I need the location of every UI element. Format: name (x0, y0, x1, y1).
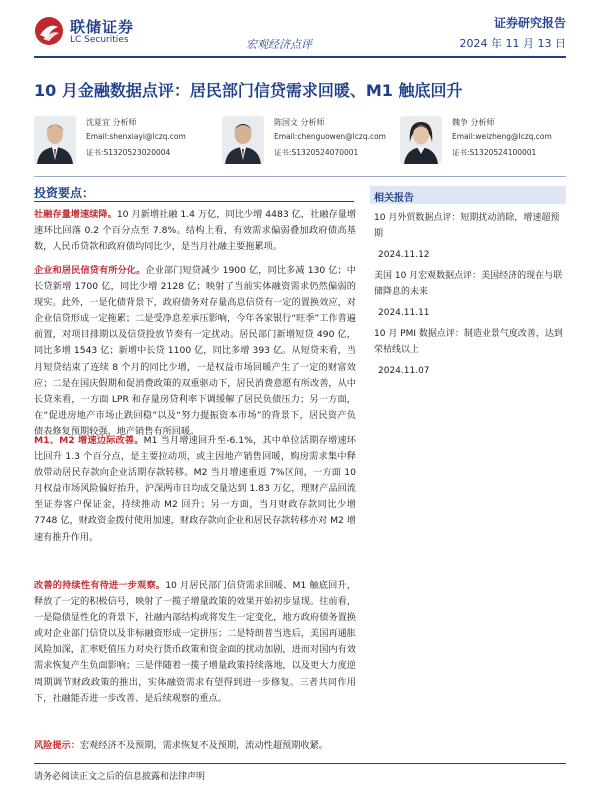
analyst-email: Email:shenxiayi@lczq.com (86, 132, 186, 141)
analyst-email: Email:chenguowen@lczq.com (274, 132, 386, 141)
footer-divider (34, 763, 566, 764)
paragraph-lead: 改善的持续性有待进一步观察。 (34, 580, 166, 591)
report-header (0, 0, 600, 62)
logo-cn-text: 联储证券 (70, 18, 135, 36)
analyst-cert: 证书:S1320524100001 (452, 148, 537, 157)
paragraph-2 (34, 263, 356, 440)
section-title: 投资要点： (34, 186, 95, 200)
risk-note (34, 738, 356, 754)
paragraph-text: 10 月居民部门信贷需求回暖、M1 触底回升，释放了一定的积极信号，映射了一揽子增量政策的效果开始初步显现。往前看，一是隐债显性化的背景下，社融内部结构或将发生一定变化，地方政府债务置换或对企业部门信贷以及非标融资形成一定拼压；二是特朗普当选后，美国再通胀风险加深，汇率贬值压力对央行货币政策和资金面的扰动加剧，进而对国内有效需求恢复产生负面影响；三是伴随着一揽子增量政策持续落地，以及更大力度逆周期调节财政政策的推出，实体融资需求有望得到进一步修复。三者共同作用下，社融能否进一步改善、是后续观察的重点。 (34, 580, 356, 704)
report-date: 2024 年 11 月 13 日 (459, 37, 566, 50)
risk-lead: 风险提示： (34, 740, 80, 751)
related-report-link[interactable]: 美国 10 月宏观数据点评：美国经济的现在与联储降息的未来 (374, 271, 563, 297)
analyst-name: 陈国文 分析师 (274, 118, 325, 127)
logo-mark-icon (34, 16, 64, 46)
section-divider (34, 201, 354, 202)
logo-en-text: LC Securities (70, 35, 129, 45)
report-type: 证券研究报告 (493, 16, 566, 30)
related-reports-heading-text: 相关报告 (374, 193, 414, 204)
related-report-link[interactable]: 10 月 PMI 数据点评：制造业景气度改善，达到荣枯线以上 (374, 329, 563, 355)
paragraph-lead: 企业和居民信贷有所分化。 (34, 265, 146, 276)
analyst-name: 魏争 分析师 (452, 118, 495, 127)
related-report-link[interactable]: 10 月外贸数据点评：短期扰动消除，增速超预期 (374, 213, 560, 239)
header-divider (34, 56, 566, 58)
analyst-divider (34, 176, 566, 177)
analyst-email: Email:weizheng@lczq.com (452, 132, 552, 141)
paragraph-lead: 社融存量增速续降。 (34, 209, 117, 220)
paragraph-text: 10 月新增社融 1.4 万亿，同比少增 4483 亿，社融存量增速环比回落 0.2 个百分点至 7.8%。结构上看，有效需求偏弱叠加政府债高基数，人民币贷款和政府债均同比少，是当月社融主要拖累项。 (34, 209, 357, 253)
analyst-cert: 证书:S1320523020004 (86, 148, 171, 157)
analyst-name: 沈夏宜 分析师 (86, 118, 137, 127)
related-report-date: 2024.11.07 (378, 366, 430, 376)
paragraph-4 (34, 578, 356, 707)
related-reports-heading (370, 186, 566, 204)
analyst-photo-2 (222, 116, 264, 164)
related-report-date: 2024.11.11 (378, 308, 430, 318)
paragraph-1 (34, 207, 356, 255)
risk-text: 宏观经济不及预期，需求恢复不及预期，流动性超预期收紧。 (79, 740, 328, 751)
company-logo (34, 14, 154, 50)
paragraph-3 (34, 433, 356, 546)
page-title: 10 月金融数据点评：居民部门信贷需求回暖、M1 触底回升 (34, 81, 463, 100)
analyst-photo-1 (34, 116, 76, 164)
paragraph-lead: M1、M2 增速边际改善。 (34, 435, 144, 446)
analyst-photo-3 (400, 116, 442, 164)
paragraph-text: 企业部门短贷减少 1900 亿，同比多减 130 亿；中长贷新增 1700 亿，同比少增 2128 亿；映射了当前实体融资需求仍然偏弱的现实。此外，一是化债背景下，政府债务对存量高息信贷有一定的置换效应，对企业信贷形成一定拖累；二是受净息差承压影响，今年各家银行“旺季”工作普遍前置，对项目排期以及信贷投放节奏有一定扰动。居民部门新增短贷 490 亿，同比多增 1543 亿；新增中长贷 1100 亿，同比多增 393 亿。从短贷来看，当月短贷结束了连续 8 个月的同比少增，一是权益市场回暖产生了一定的财富效应；二是在国庆假期和促消费政策的双重驱动下，居民消费意愿有所改善，从中长贷来看，一方面 LPR 和存量房贷利率下调缓解了居民负债压力；另一方面，在“促进房地产市场止跌回稳”以及“努力提振资本市场”的背景下，居民资产负债表修复预期较强、地产销售有所回暖。 (34, 265, 356, 437)
paragraph-text: M1 当月增速回升至-6.1%，其中单位活期存增速环比回升 1.3 个百分点，是主要拉动项，或主因地产销售回暖，购房需求集中释放带动居民存款向企业活期存款转移。M2 当月增速重返 7%区间，一方面 10 月权益市场风险偏好抬升，沪深两市日均成交量达到 1.83 万亿，理财产品回流至证券客户保证金，持续推动 M2 回升；另一方面，当月财政存款同比少增 7748 亿，财政资金拨付使用加速，财政存款向企业和居民存款转移亦对 M2 增速有推升作用。 (34, 435, 356, 543)
related-report-date: 2024.11.12 (378, 250, 430, 260)
analyst-cert: 证书:S1320524070001 (274, 148, 359, 157)
doc-type: 宏观经济点评 (246, 38, 312, 51)
footer-disclaimer: 请务必阅读正文之后的信息披露和法律声明 (34, 772, 206, 782)
